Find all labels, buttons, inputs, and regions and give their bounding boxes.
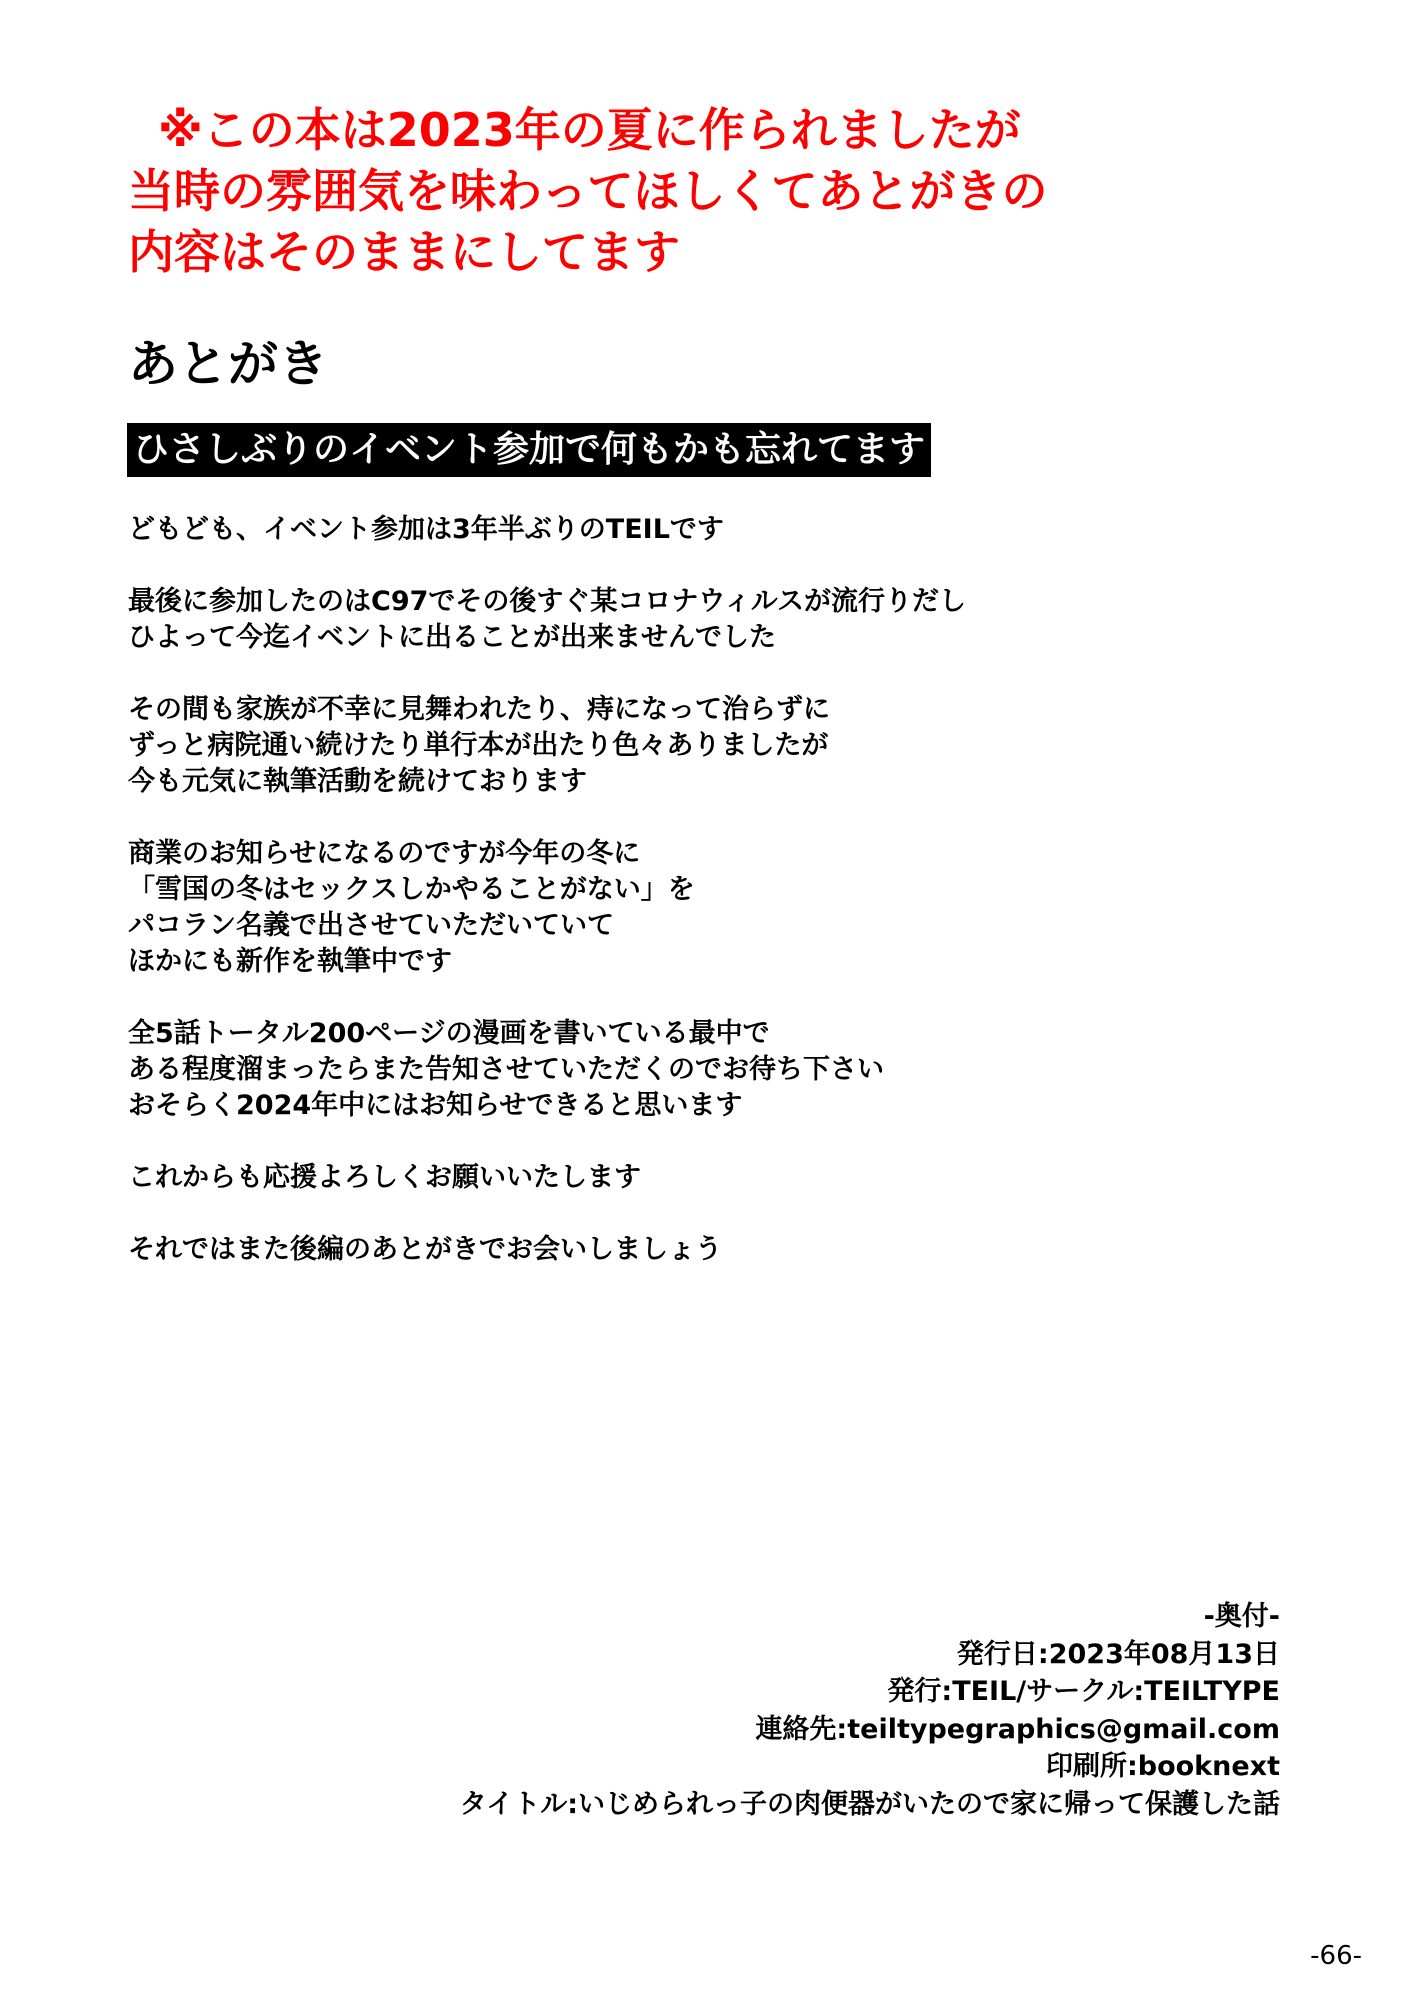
paragraph <box>128 1232 1278 1268</box>
body-line: ひよって今迄イベントに出ることが出来ませんでした <box>128 622 776 653</box>
printer: 印刷所:booknext <box>1045 1751 1280 1782</box>
paragraph <box>128 1016 1278 1124</box>
body-line: 今も元気に執筆活動を続けております <box>128 766 587 797</box>
publisher: 発行:TEIL/サークル:TEILTYPE <box>887 1676 1280 1707</box>
notice-line: ※この本は2023年の夏に作られましたが <box>158 103 1021 157</box>
body-line: 商業のお知らせになるのですが今年の冬に <box>128 838 641 869</box>
afterword-banner: ひさしぶりのイベント参加で何もかも忘れてます <box>127 423 931 477</box>
paragraph <box>128 692 1278 800</box>
body-line: 最後に参加したのはC97でその後すぐ某コロナウィルスが流行りだし <box>128 586 966 617</box>
body-line: パコラン名義で出させていただいていて <box>128 910 614 941</box>
page-number: -66- <box>1310 1941 1362 1971</box>
body-line: 全5話トータル200ページの漫画を書いている最中で <box>128 1018 770 1049</box>
contact-email: 連絡先:teiltypegraphics@gmail.com <box>755 1713 1280 1745</box>
paragraph <box>128 836 1278 980</box>
body-line: それではまた後編のあとがきでお会いしましょう <box>128 1234 722 1265</box>
body-line: ずっと病院通い続けたり単行本が出たり色々ありましたが <box>128 730 829 761</box>
body-line: ほかにも新作を執筆中です <box>128 946 452 977</box>
reprint-notice <box>128 100 1128 283</box>
publish-date: 発行日:2023年08月13日 <box>956 1638 1280 1670</box>
book-title: タイトル:いじめられっ子の肉便器がいたので家に帰って保護した話 <box>459 1788 1280 1820</box>
paragraph <box>128 1160 1278 1196</box>
notice-line: 当時の雰囲気を味わってほしくてあとがきの <box>128 164 1048 218</box>
body-line: どもども、イベント参加は3年半ぶりのTEILです <box>128 514 724 545</box>
afterword-body <box>128 512 1278 1268</box>
body-line: ある程度溜まったらまた告知させていただくのでお待ち下さい <box>128 1054 884 1085</box>
paragraph <box>128 512 1278 548</box>
notice-line: 内容はそのままにしてます <box>128 225 680 279</box>
paragraph <box>128 584 1278 656</box>
afterword-heading: あとがき <box>128 335 328 393</box>
colophon <box>460 1598 1280 1823</box>
body-line: その間も家族が不幸に見舞われたり、痔になって治らずに <box>128 694 830 725</box>
body-line: おそらく2024年中にはお知らせできると思います <box>128 1090 743 1121</box>
body-line: これからも応援よろしくお願いいたします <box>128 1162 641 1193</box>
body-line: 「雪国の冬はセックスしかやることがない」を <box>128 874 695 905</box>
colophon-title: -奥付- <box>1203 1601 1280 1632</box>
